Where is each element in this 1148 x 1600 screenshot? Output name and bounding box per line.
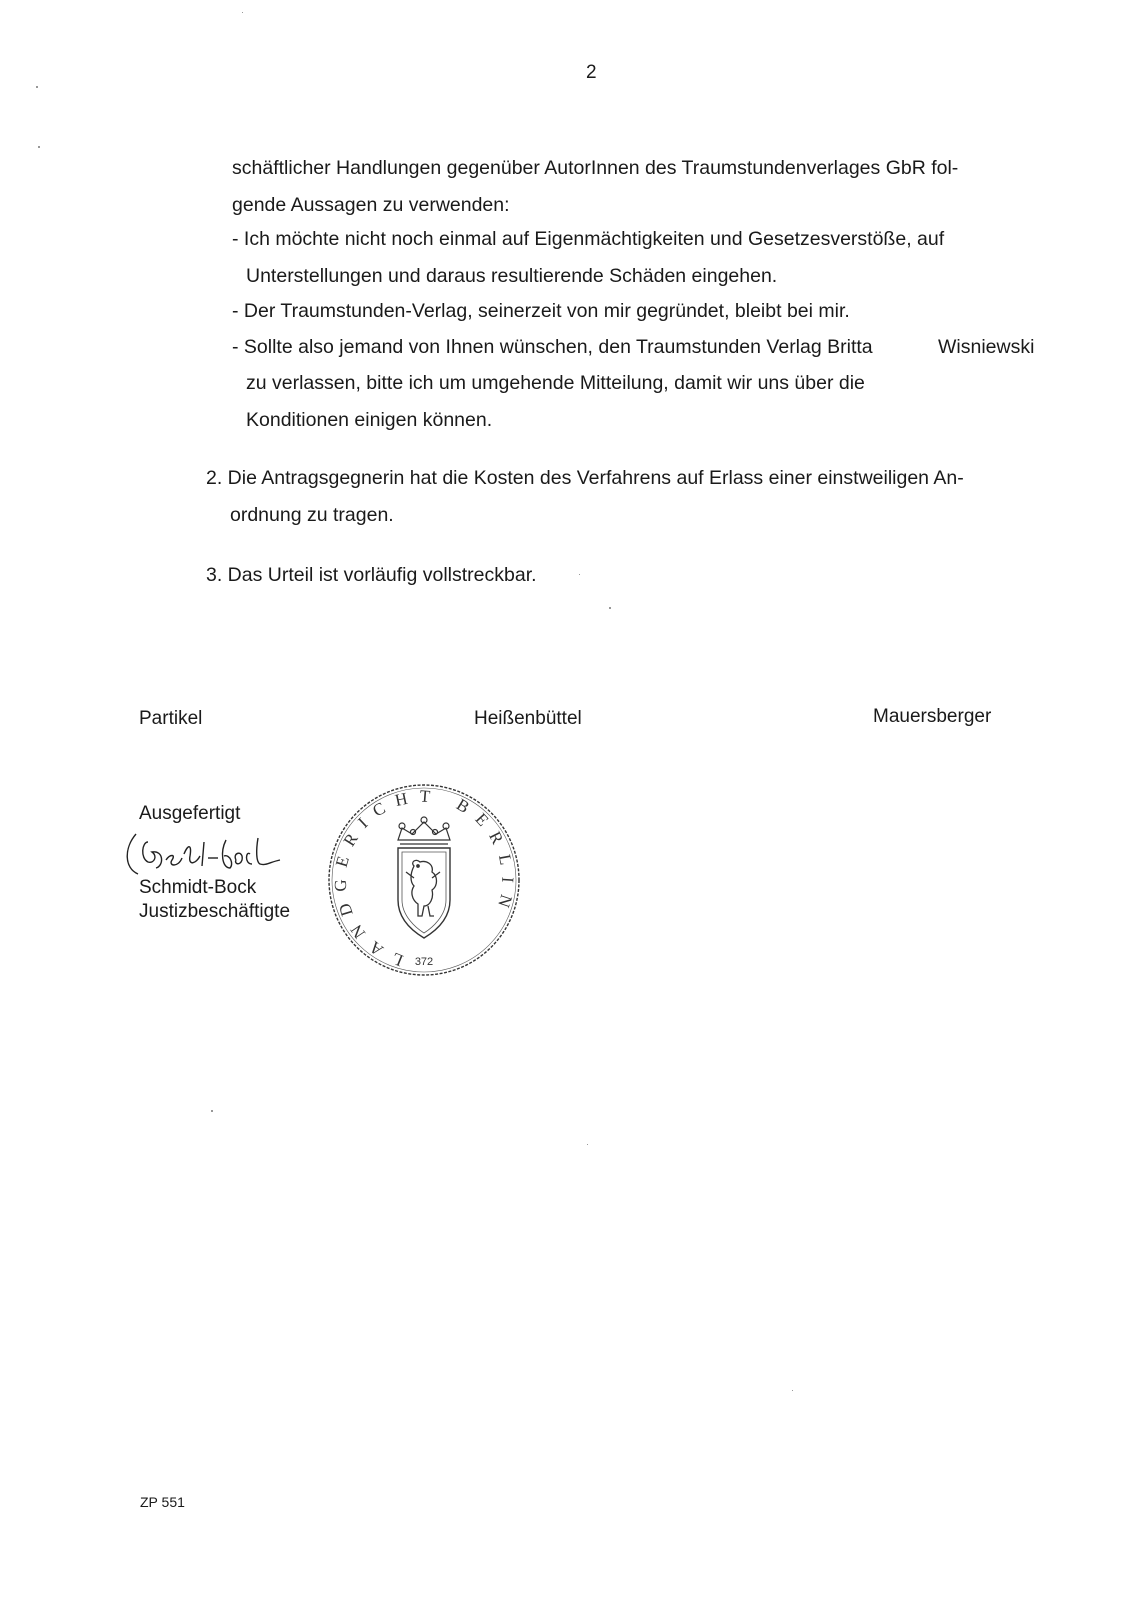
certification-label: Ausgefertigt <box>139 803 241 824</box>
page-number: 2 <box>586 62 597 83</box>
scan-speck <box>587 1144 588 1145</box>
statement-line: zu verlassen, bitte ich um umgehende Mitteilung, damit wir uns über die <box>246 372 865 394</box>
statement-line: Konditionen einigen können. <box>246 409 493 431</box>
certifier-name: Schmidt-Bock <box>139 877 257 898</box>
scan-speck <box>609 607 611 609</box>
item-3-line: 3. Das Urteil ist vorläufig vollstreckbar. <box>206 564 537 586</box>
judge-name: Heißenbüttel <box>474 708 582 729</box>
continuation-line: schäftlicher Handlungen gegenüber AutorInnen des Traumstundenverlages GbR fol- <box>232 157 959 179</box>
item-2-line: 2. Die Antragsgegnerin hat die Kosten des Verfahrens auf Erlass einer einstweiligen An- <box>206 467 964 489</box>
item-2-line: ordnung zu tragen. <box>230 504 394 526</box>
statement-line: Unterstellungen und daraus resultierende Schäden eingehen. <box>246 265 778 287</box>
judge-name: Partikel <box>139 708 203 729</box>
judge-name: Mauersberger <box>873 706 992 727</box>
scan-speck <box>211 1110 213 1112</box>
scan-speck <box>792 1390 793 1391</box>
crown-icon <box>398 817 450 844</box>
court-seal <box>326 782 522 978</box>
statement-line: - Sollte also jemand von Ihnen wünschen, den Traumstunden Verlag Britta <box>232 336 873 358</box>
continuation-line: gende Aussagen zu verwenden: <box>232 194 510 216</box>
statement-line: - Ich möchte nicht noch einmal auf Eigenmächtigkeiten und Gesetzesverstöße, auf <box>232 228 945 250</box>
certifier-role: Justizbeschäftigte <box>139 901 291 922</box>
scan-speck <box>579 574 580 575</box>
seal-ring-text: LANDGERICHT BERLIN <box>330 786 518 971</box>
handwritten-signature <box>118 824 288 884</box>
bear-icon <box>406 860 440 916</box>
seal-number: 372 <box>414 956 434 968</box>
footer-form-code: ZP 551 <box>140 1494 185 1510</box>
scan-speck <box>242 12 243 13</box>
statement-line: - Der Traumstunden-Verlag, seinerzeit von mir gegründet, bleibt bei mir. <box>232 300 850 322</box>
statement-line: Wisniewski <box>938 336 1035 358</box>
scan-speck <box>38 146 40 148</box>
scan-speck <box>36 86 38 88</box>
